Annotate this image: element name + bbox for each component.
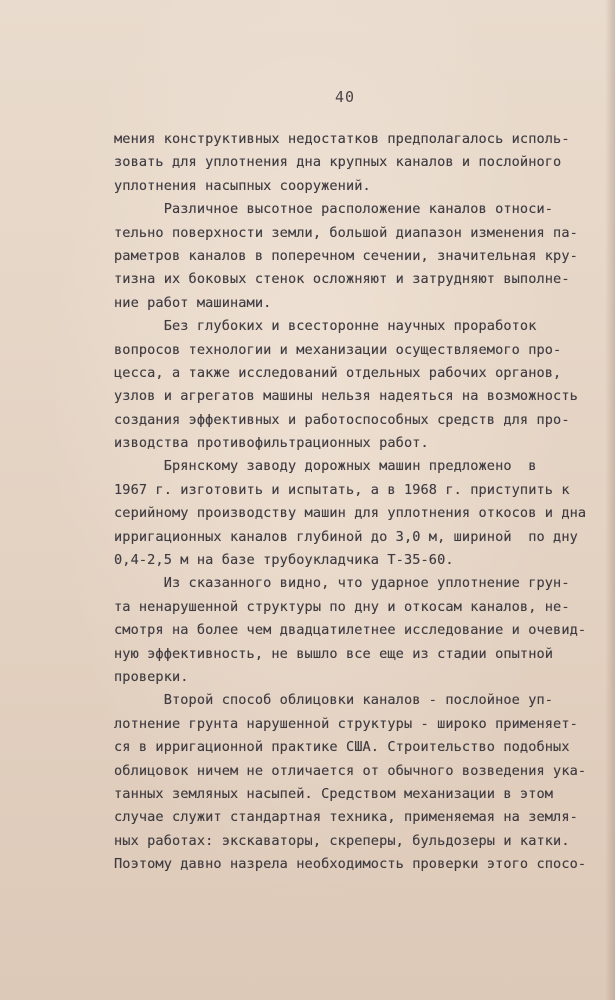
text-line: Различное высотное расположение каналов относи-: [114, 201, 554, 218]
text-line: ную эффективность, не вышло все еще из стадии опытной: [114, 645, 554, 662]
body-text: [114, 128, 614, 877]
text-line: Из сказанного видно, что ударное уплотнение грун-: [114, 575, 570, 592]
text-line: 0,4-2,5 м на базе трубоукладчика Т-35-60.: [114, 552, 454, 569]
text-line: Поэтому давно назрела необходимость проверки этого спосо-: [114, 856, 587, 873]
text-line: лотнение грунта нарушенной структуры - широко применяет-: [114, 715, 578, 732]
text-line: цесса, а также исследований отдельных рабочих органов,: [114, 364, 562, 381]
text-line: раметров каналов в поперечном сечении, значительная кру-: [114, 247, 578, 264]
text-line: зовать для уплотнения дна крупных каналов и послойного: [114, 154, 562, 171]
text-line: вопросов технологии и механизации осуществляемого про-: [114, 341, 562, 358]
text-line: облицовок ничем не отличается от обычного возведения ука-: [114, 762, 587, 779]
text-line: проверки.: [114, 668, 189, 685]
text-line: ных работах: экскаваторы, скреперы, бульдозеры и катки.: [114, 832, 570, 849]
text-line: уплотнения насыпных сооружений.: [114, 177, 371, 194]
text-line: создания эффективных и работоспособных средств для про-: [114, 411, 570, 428]
page-number: 40: [334, 88, 356, 106]
text-line: ние работ машинами.: [114, 294, 272, 311]
text-line: тизна их боковых стенок осложняют и затрудняют выполне-: [114, 271, 570, 288]
text-line: узлов и агрегатов машины нельзя надеяться на возможность: [114, 388, 578, 405]
text-line: 1967 г. изготовить и испытать, а в 1968 г. приступить к: [114, 481, 570, 498]
text-line: та ненарушенной структуры по дну и откосам каналов, не-: [114, 598, 570, 615]
text-line: Брянскому заводу дорожных машин предложено в: [114, 458, 537, 475]
text-line: ся в ирригационной практике США. Строительство подобных: [114, 739, 570, 756]
text-line: случае служит стандартная техника, применяемая на земля-: [114, 809, 578, 826]
text-line: мения конструктивных недостатков предполагалось исполь-: [114, 131, 570, 147]
text-line: Без глубоких и всесторонне научных проработок: [114, 318, 537, 335]
text-line: тельно поверхности земли, большой диапазон изменения па-: [114, 224, 578, 241]
text-line: изводства противофильтрационных работ.: [114, 435, 429, 452]
text-line: танных земляных насыпей. Средством механизации в этом: [114, 785, 554, 802]
text-line: ирригационных каналов глубиной до 3,0 м, шириной по дну: [114, 528, 578, 545]
text-line: смотря на более чем двадцатилетнее исследование и очевид-: [114, 622, 587, 639]
text-line: Второй способ облицовки каналов - послойное уп-: [114, 692, 554, 709]
text-line: серийному производству машин для уплотнения откосов и дна: [114, 505, 587, 522]
